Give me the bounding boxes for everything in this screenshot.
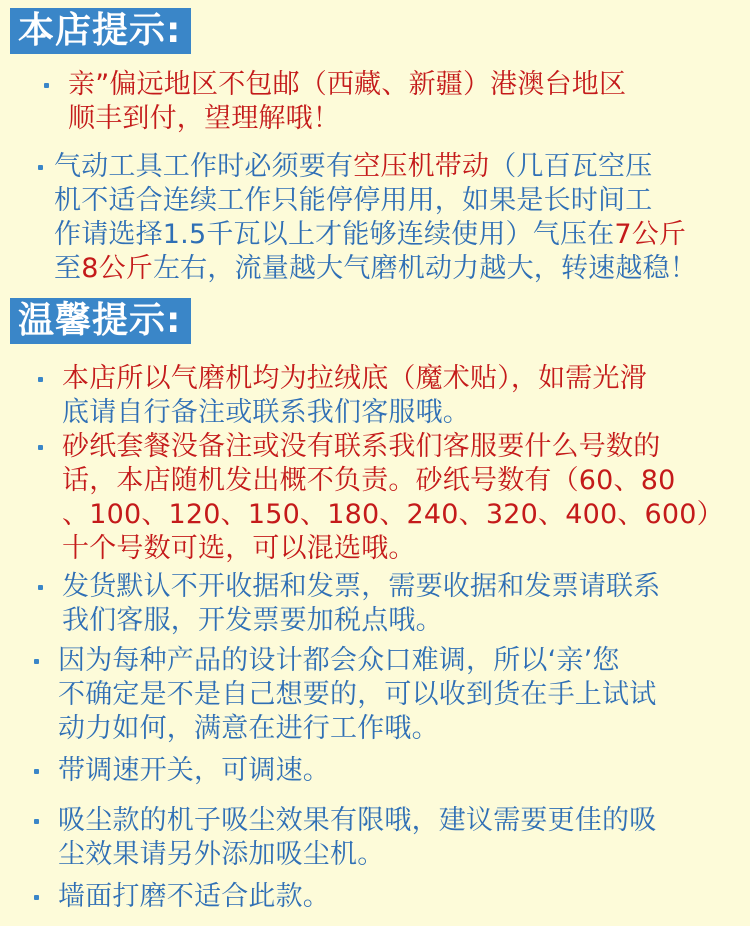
text-segment: 尘效果请另外添加吸尘机。 xyxy=(58,839,385,870)
warm-tip-line xyxy=(62,498,724,531)
warm-tip-line xyxy=(58,678,656,711)
notice-line xyxy=(54,218,686,251)
text-segment: 7公斤 xyxy=(614,219,687,250)
warm-tip-line xyxy=(58,880,330,913)
text-segment: 带调速开关，可调速。 xyxy=(58,755,330,786)
bullet-icon xyxy=(44,83,49,88)
warm-tip-line xyxy=(62,532,416,565)
notice-line xyxy=(54,252,697,285)
text-segment: 亲”偏远地区不包邮（西藏、新疆）港澳台地区 xyxy=(68,69,627,100)
text-segment: 底请自行备注或联系我们客服哦。 xyxy=(62,397,470,428)
bullet-icon xyxy=(34,895,39,900)
text-segment: 作请选择1.5千瓦以上才能够连续使用）气压在 xyxy=(54,219,615,250)
text-segment: 十个号数可选，可以混选哦。 xyxy=(62,533,416,564)
warm-tip-line xyxy=(58,838,384,871)
warm-tip-line xyxy=(62,362,647,395)
warm-tip-line xyxy=(62,604,443,637)
warm-tip-line xyxy=(58,712,439,745)
warm-tip-line xyxy=(58,644,620,677)
bullet-icon xyxy=(34,659,39,664)
warm-tip-line xyxy=(58,804,656,837)
text-segment: 空压机带动 xyxy=(353,151,490,182)
text-segment: 吸尘款的机子吸尘效果有限哦，建议需要更佳的吸 xyxy=(58,805,657,836)
text-segment: 顺丰到付，望理解哦！ xyxy=(68,103,340,134)
bullet-icon xyxy=(34,769,39,774)
text-segment: 气动工具工作时必须要有 xyxy=(54,151,354,182)
warm-tip-line xyxy=(62,464,676,497)
notice-heading: 本店提示: xyxy=(10,8,191,54)
bullet-icon xyxy=(38,165,43,170)
text-segment: 至 xyxy=(54,253,82,284)
text-segment: （几百瓦空压 xyxy=(489,151,653,182)
text-segment: 动力如何，满意在进行工作哦。 xyxy=(58,713,439,744)
warm-tip-line xyxy=(62,430,660,463)
text-segment: 本店所以气磨机均为拉绒底（魔术贴），如需光滑 xyxy=(62,363,647,394)
text-segment: 发货默认不开收据和发票，需要收据和发票请联系 xyxy=(62,571,661,602)
notice-line xyxy=(54,150,652,183)
text-segment: 8公斤 xyxy=(81,253,153,284)
text-segment: 不确定是不是自己想要的，可以收到货在手上试试 xyxy=(58,679,657,710)
text-segment: 砂纸套餐没备注或没有联系我们客服要什么号数的 xyxy=(62,431,661,462)
notice-line xyxy=(54,184,652,217)
notice-line xyxy=(68,68,626,101)
bullet-icon xyxy=(34,819,39,824)
warm-tip-line xyxy=(62,570,660,603)
bullet-icon xyxy=(38,377,43,382)
warm-tip-line xyxy=(58,754,330,787)
text-segment: 、100、120、150、180、240、320、400、600） xyxy=(62,499,724,530)
text-segment: 我们客服，开发票要加税点哦。 xyxy=(62,605,443,636)
text-segment: 墙面打磨不适合此款。 xyxy=(58,881,330,912)
warm-tips-heading: 温馨提示: xyxy=(10,298,191,344)
text-segment: 机不适合连续工作只能停停用用，如果是长时间工 xyxy=(54,185,653,216)
bullet-icon xyxy=(38,585,43,590)
text-segment: 因为每种产品的设计都会众口难调，所以‘亲’您 xyxy=(58,645,620,676)
text-segment: 左右，流量越大气磨机动力越大，转速越稳！ xyxy=(152,253,697,284)
text-segment: 话，本店随机发出概不负责。砂纸号数有（60、80 xyxy=(62,465,676,496)
bullet-icon xyxy=(38,445,43,450)
warm-tip-line xyxy=(62,396,470,429)
notice-line xyxy=(68,102,340,135)
